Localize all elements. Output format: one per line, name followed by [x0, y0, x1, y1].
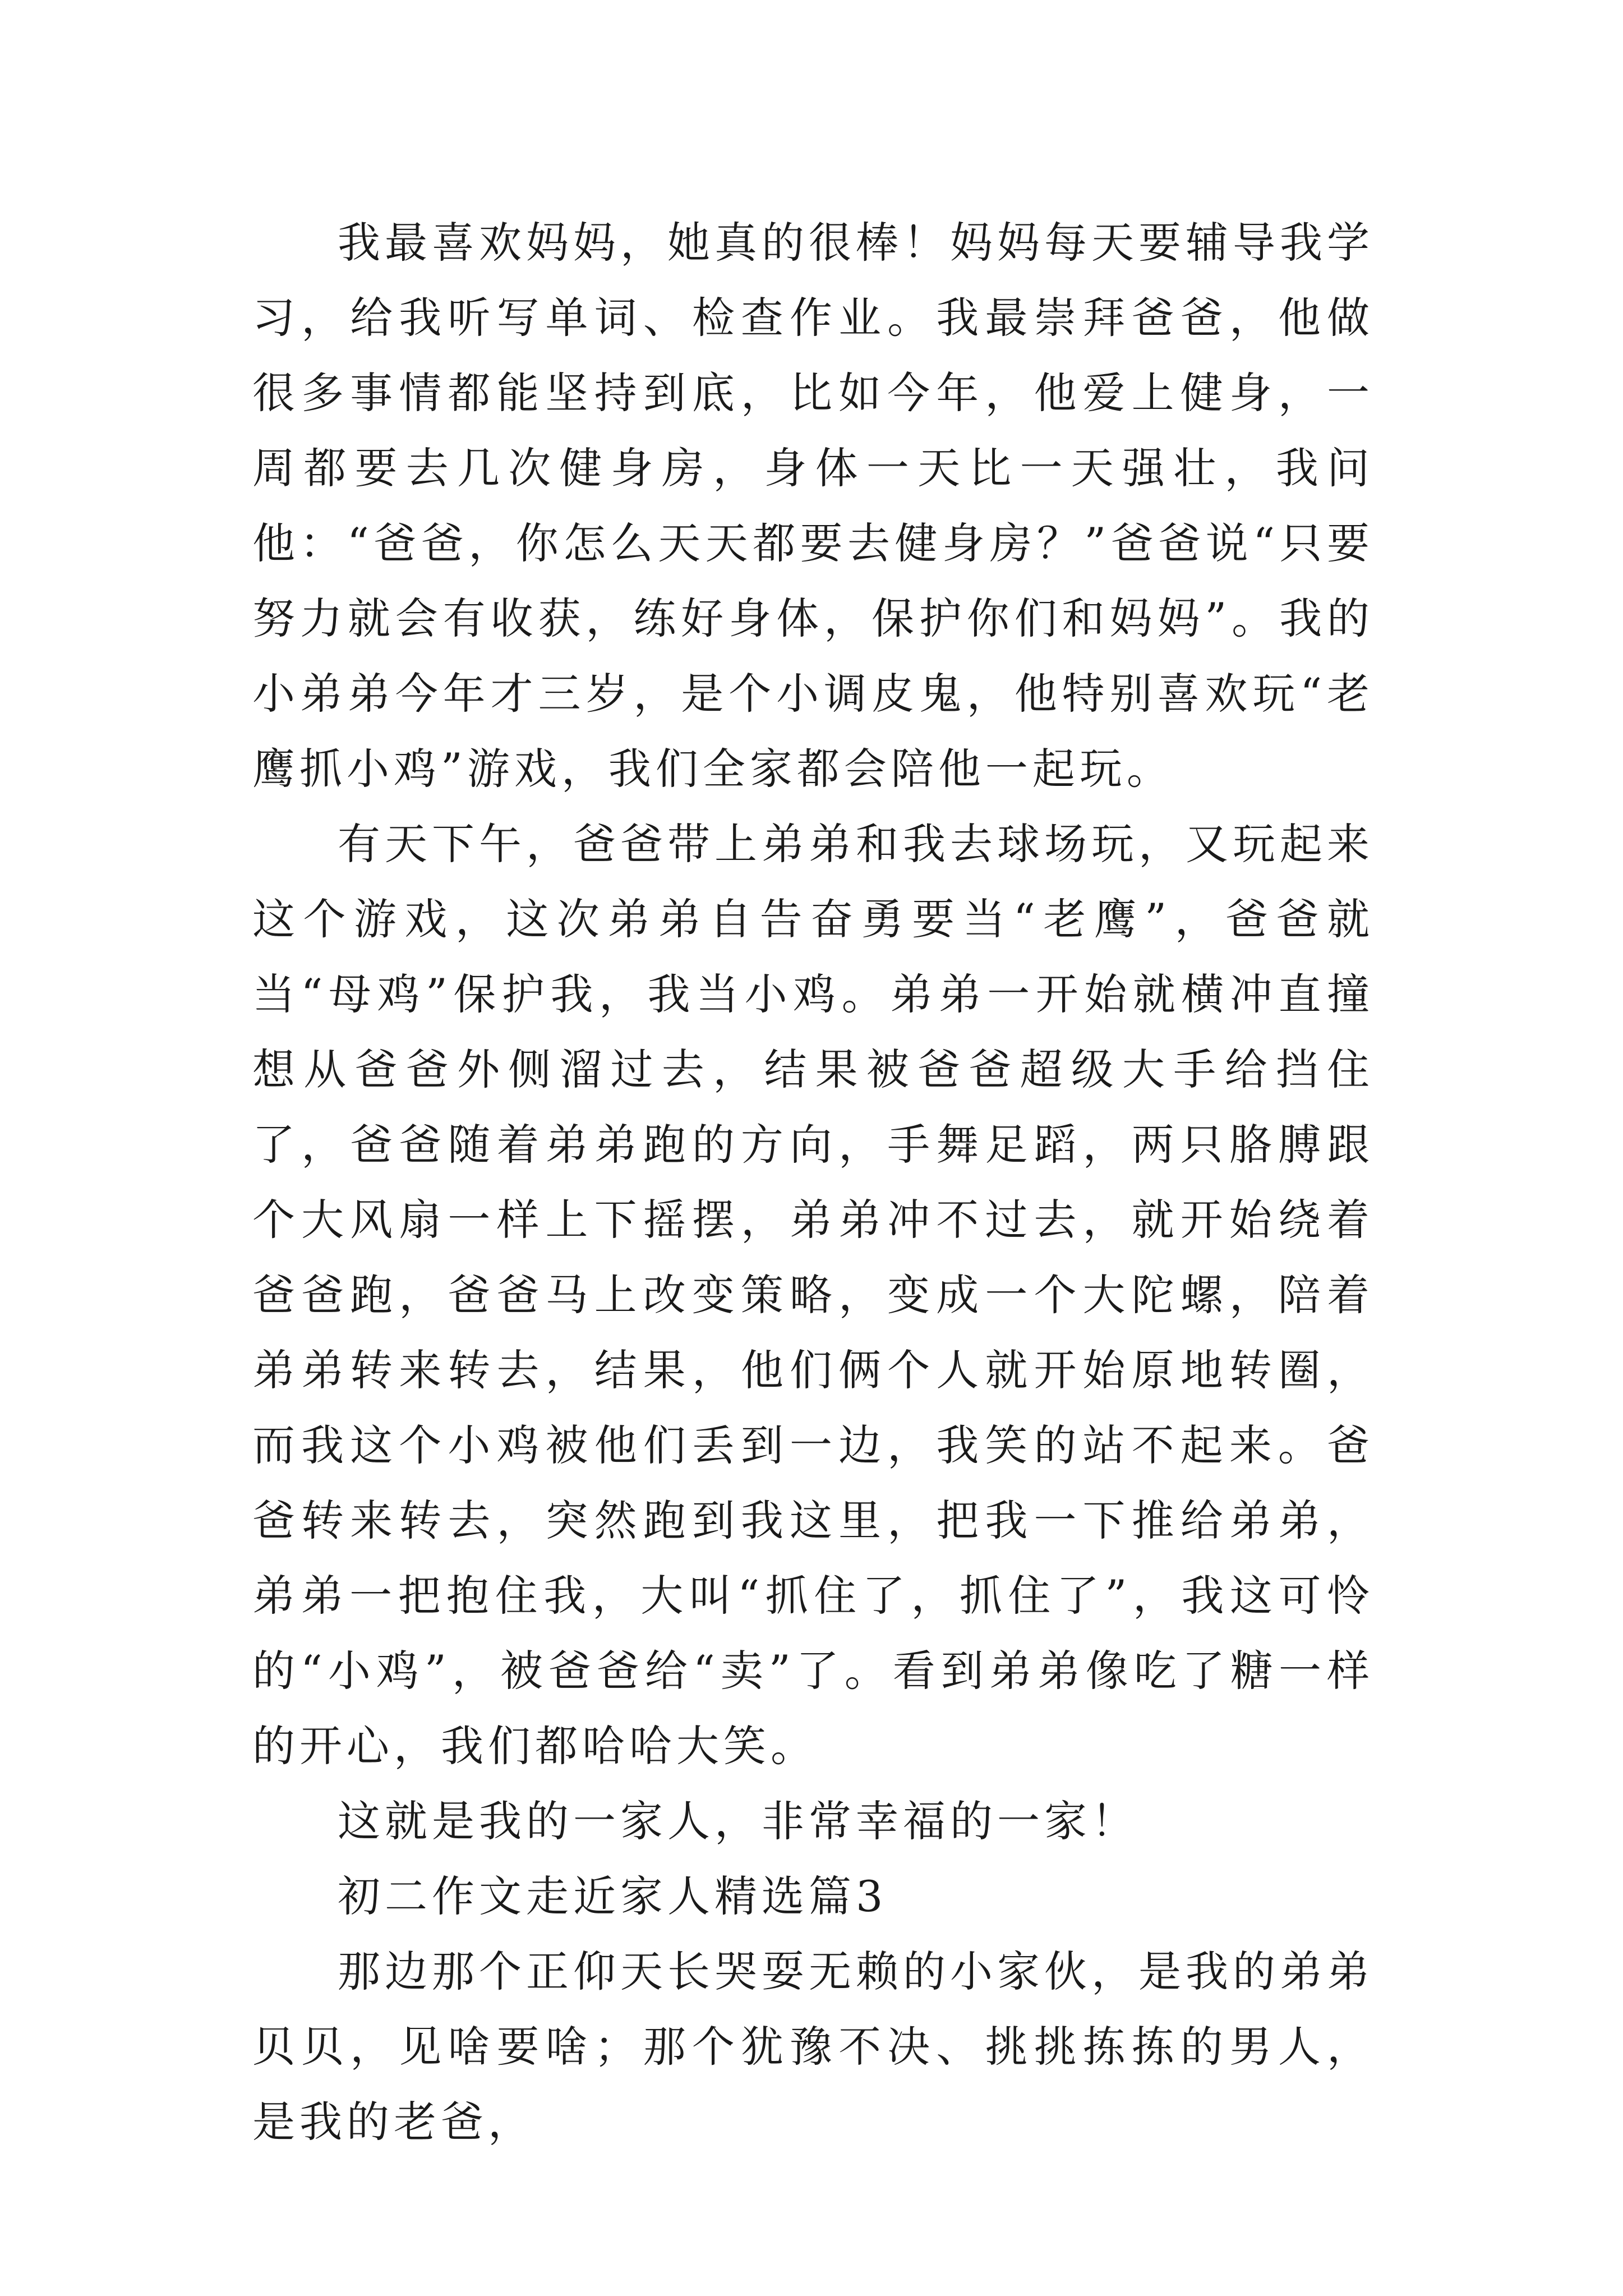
- document-body: [252, 205, 1374, 2160]
- paragraph-little-brother: 那边那个正仰天长哭耍无赖的小家伙，是我的弟弟贝贝，见啥要啥；那个犹豫不决、挑挑拣拣的男人，是我的老爸，: [252, 1947, 1374, 2147]
- section-title: 初二作文走近家人精选篇3: [338, 1871, 888, 1921]
- paragraph-family-intro: 我最喜欢妈妈，她真的很棒！妈妈每天要辅导我学习，给我听写单词、检查作业。我最崇拜爸爸，他做很多事情都能坚持到底，比如今年，他爱上健身，一周都要去几次健身房，身体一天比一天强壮，我问他：“爸爸，你怎么天天都要去健身房？”爸爸说“只要努力就会有收获，练好身体，保护你们和妈妈”。我的小弟弟今年才三岁，是个小调皮鬼，他特别喜欢玩“老鹰抓小鸡”游戏，我们全家都会陪他一起玩。: [252, 218, 1374, 794]
- paragraph-eagle-game: 有天下午，爸爸带上弟弟和我去球场玩，又玩起来这个游戏，这次弟弟自告奋勇要当“老鹰”，爸爸就当“母鸡”保护我，我当小鸡。弟弟一开始就横冲直撞想从爸爸外侧溜过去，结果被爸爸超级大手给挡住了，爸爸随着弟弟跑的方向，手舞足蹈，两只胳膊跟个大风扇一样上下摇摆，弟弟冲不过去，就开始绕着爸爸跑，爸爸马上改变策略，变成一个大陀螺，陪着弟弟转来转去，结果，他们俩个人就开始原地转圈，而我这个小鸡被他们丢到一边，我笑的站不起来。爸爸转来转去，突然跑到我这里，把我一下推给弟弟，弟弟一把抱住我，大叫“抓住了，抓住了”，我这可怜的“小鸡”，被爸爸给“卖”了。看到弟弟像吃了糖一样的开心，我们都哈哈大笑。: [252, 819, 1374, 1771]
- paragraph-conclusion: 这就是我的一家人，非常幸福的一家！: [338, 1796, 1138, 1846]
